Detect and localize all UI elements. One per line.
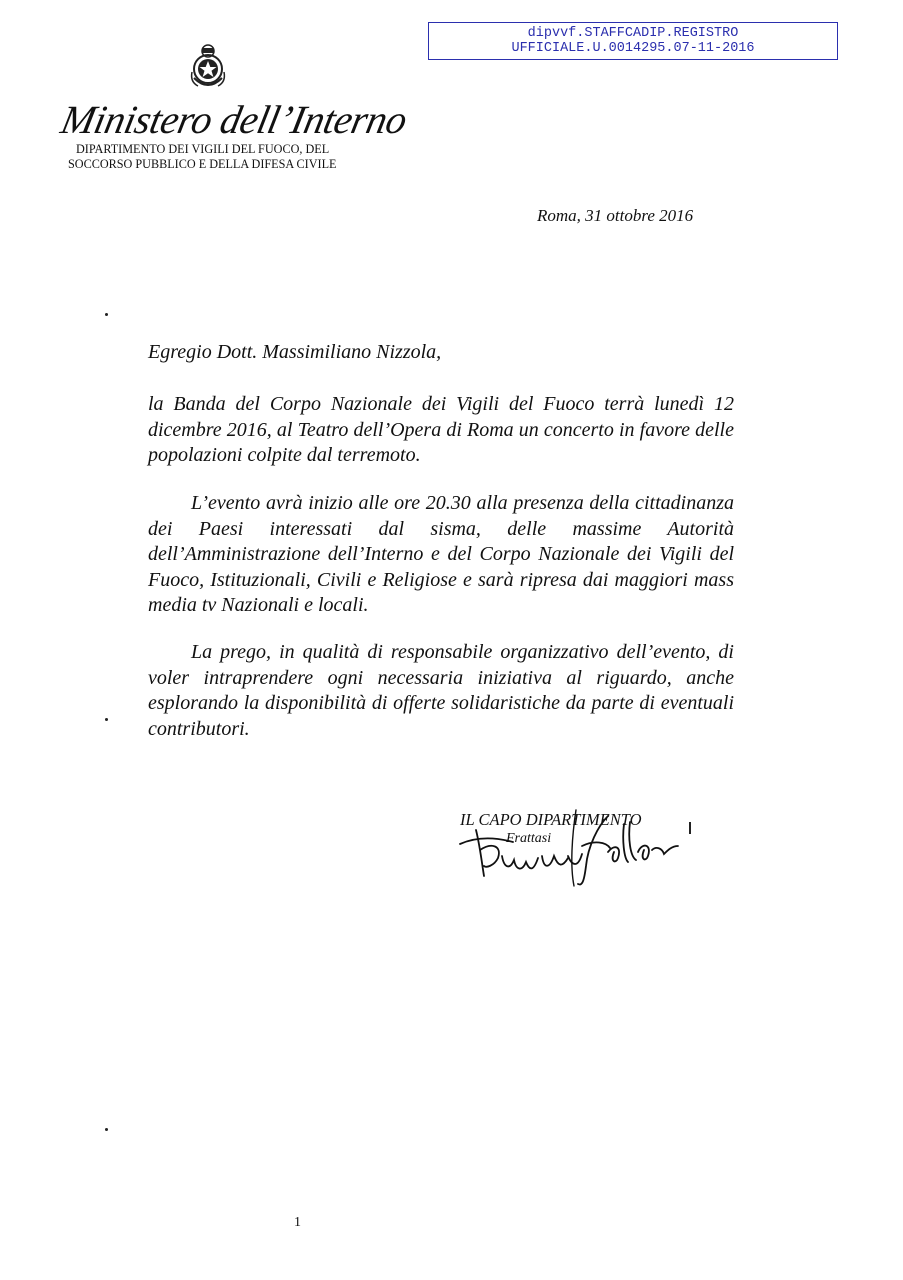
ministry-name: Ministero dell’Interno: [57, 97, 411, 142]
department-line2: SOCCORSO PUBBLICO E DELLA DIFESA CIVILE: [68, 157, 337, 171]
letter-date: Roma, 31 ottobre 2016: [537, 206, 694, 225]
protocol-stamp-line2: UFFICIALE.U.0014295.07-11-2016: [511, 41, 755, 56]
italian-republic-emblem-icon: [188, 42, 228, 90]
paragraph-1: la Banda del Corpo Nazionale dei Vigili del Fuoco terrà lunedì 12 dicembre 2016, al Teatro dell’Opera di Roma un concerto in favore delle popolazioni colpite dal terremoto.: [148, 393, 734, 466]
protocol-stamp: [428, 22, 838, 60]
protocol-stamp-line1: dipvvf.STAFFCADIP.REGISTRO: [527, 26, 739, 41]
margin-mark: [105, 1128, 108, 1131]
margin-mark: [105, 313, 108, 316]
margin-mark: [105, 718, 108, 721]
paragraph-3: La prego, in qualità di responsabile organizzativo dell’evento, di voler intraprendere ogni necessaria iniziativa al riguardo, anche esplorando la disponibilità di offerte solidaristiche da parte di eventuali contributori.: [148, 641, 734, 740]
signature-title: IL CAPO DIPARTIMENTO: [460, 810, 642, 829]
greeting: Egregio Dott. Massimiliano Nizzola,: [148, 341, 442, 363]
handwritten-signature-icon: [458, 806, 698, 896]
signature-block: [458, 806, 718, 896]
margin-tick: [689, 822, 691, 834]
department-name: [68, 142, 337, 172]
signature-name: Frattasi: [506, 831, 552, 846]
department-line1: DIPARTIMENTO DEI VIGILI DEL FUOCO, DEL: [76, 142, 330, 156]
page-number: 1: [294, 1215, 301, 1230]
paragraph-2: L’evento avrà inizio alle ore 20.30 alla presenza della cittadinanza dei Paesi interessati dal sisma, delle massime Autorità dell’Amministrazione dell’Interno e del Corpo Nazionale dei Vigili del Fuoco, Istituzionali, Civili e Religiose e sarà ripresa dai maggiori mass media tv Nazionali e locali.: [148, 492, 734, 616]
